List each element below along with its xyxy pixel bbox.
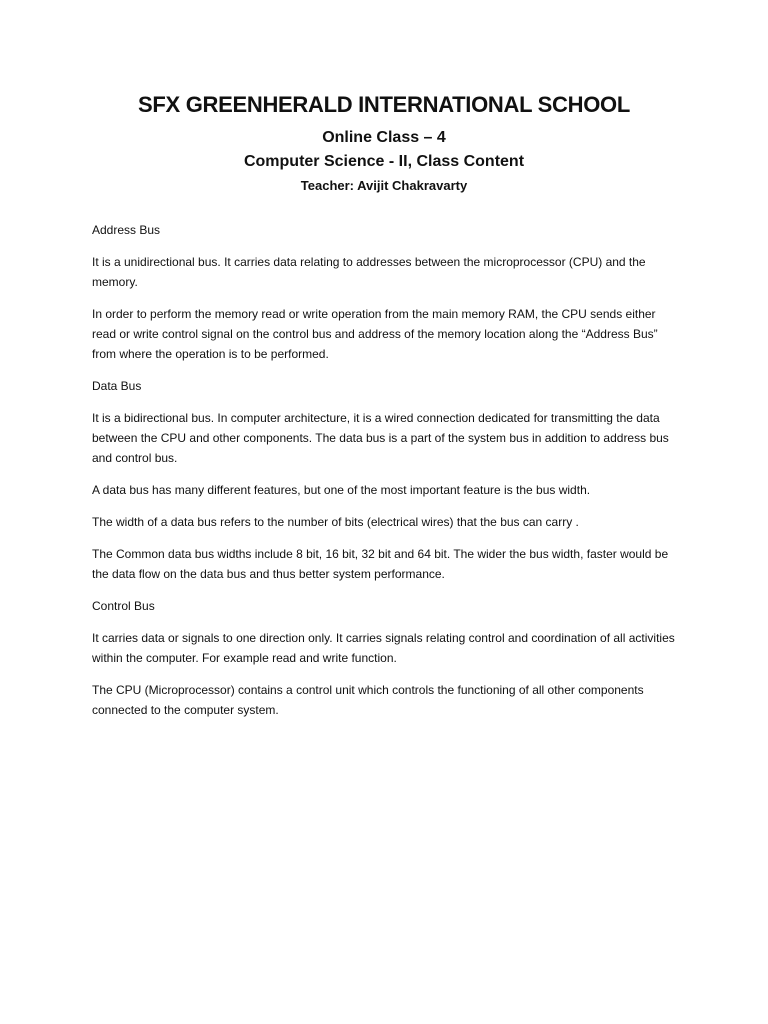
- data-bus-paragraph-3: The width of a data bus refers to the number of bits (electrical wires) that the bus can carry .: [92, 515, 579, 529]
- data-bus-paragraph-4: The Common data bus widths include 8 bit, 16 bit, 32 bit and 64 bit. The wider the bus width, faster would be the data flow on the data bus and thus better system performance.: [92, 547, 669, 581]
- control-bus-paragraph-2: The CPU (Microprocessor) contains a control unit which controls the functioning of all other components connected to the computer system.: [92, 683, 644, 717]
- subject-title: Computer Science - II, Class Content: [243, 153, 525, 170]
- class-number: Online Class – 4: [322, 129, 446, 146]
- document-body: [92, 220, 682, 732]
- school-name: SFX GREENHERALD INTERNATIONAL SCHOOL: [138, 92, 630, 117]
- address-bus-paragraph-1: It is a unidirectional bus. It carries data relating to addresses between the microprocessor (CPU) and the memory.: [92, 255, 646, 289]
- data-bus-paragraph-1: It is a bidirectional bus. In computer architecture, it is a wired connection dedicated for transmitting the data between the CPU and other components. The data bus is a part of the system bus in addition to address bus and control bus.: [92, 411, 669, 465]
- control-bus-heading: Control Bus: [92, 599, 155, 613]
- data-bus-paragraph-2: A data bus has many different features, but one of the most important feature is the bus width.: [92, 483, 591, 497]
- teacher-name: Teacher: Avijit Chakravarty: [300, 178, 468, 193]
- address-bus-heading: Address Bus: [92, 223, 161, 237]
- control-bus-paragraph-1: It carries data or signals to one direction only. It carries signals relating control and coordination of all activities within the computer. For example read and write function.: [92, 631, 675, 665]
- data-bus-heading: Data Bus: [92, 379, 142, 393]
- address-bus-paragraph-2: In order to perform the memory read or write operation from the main memory RAM, the CPU sends either read or write control signal on the control bus and address of the memory location along the “Address Bus” from where the operation is to be performed.: [92, 307, 658, 361]
